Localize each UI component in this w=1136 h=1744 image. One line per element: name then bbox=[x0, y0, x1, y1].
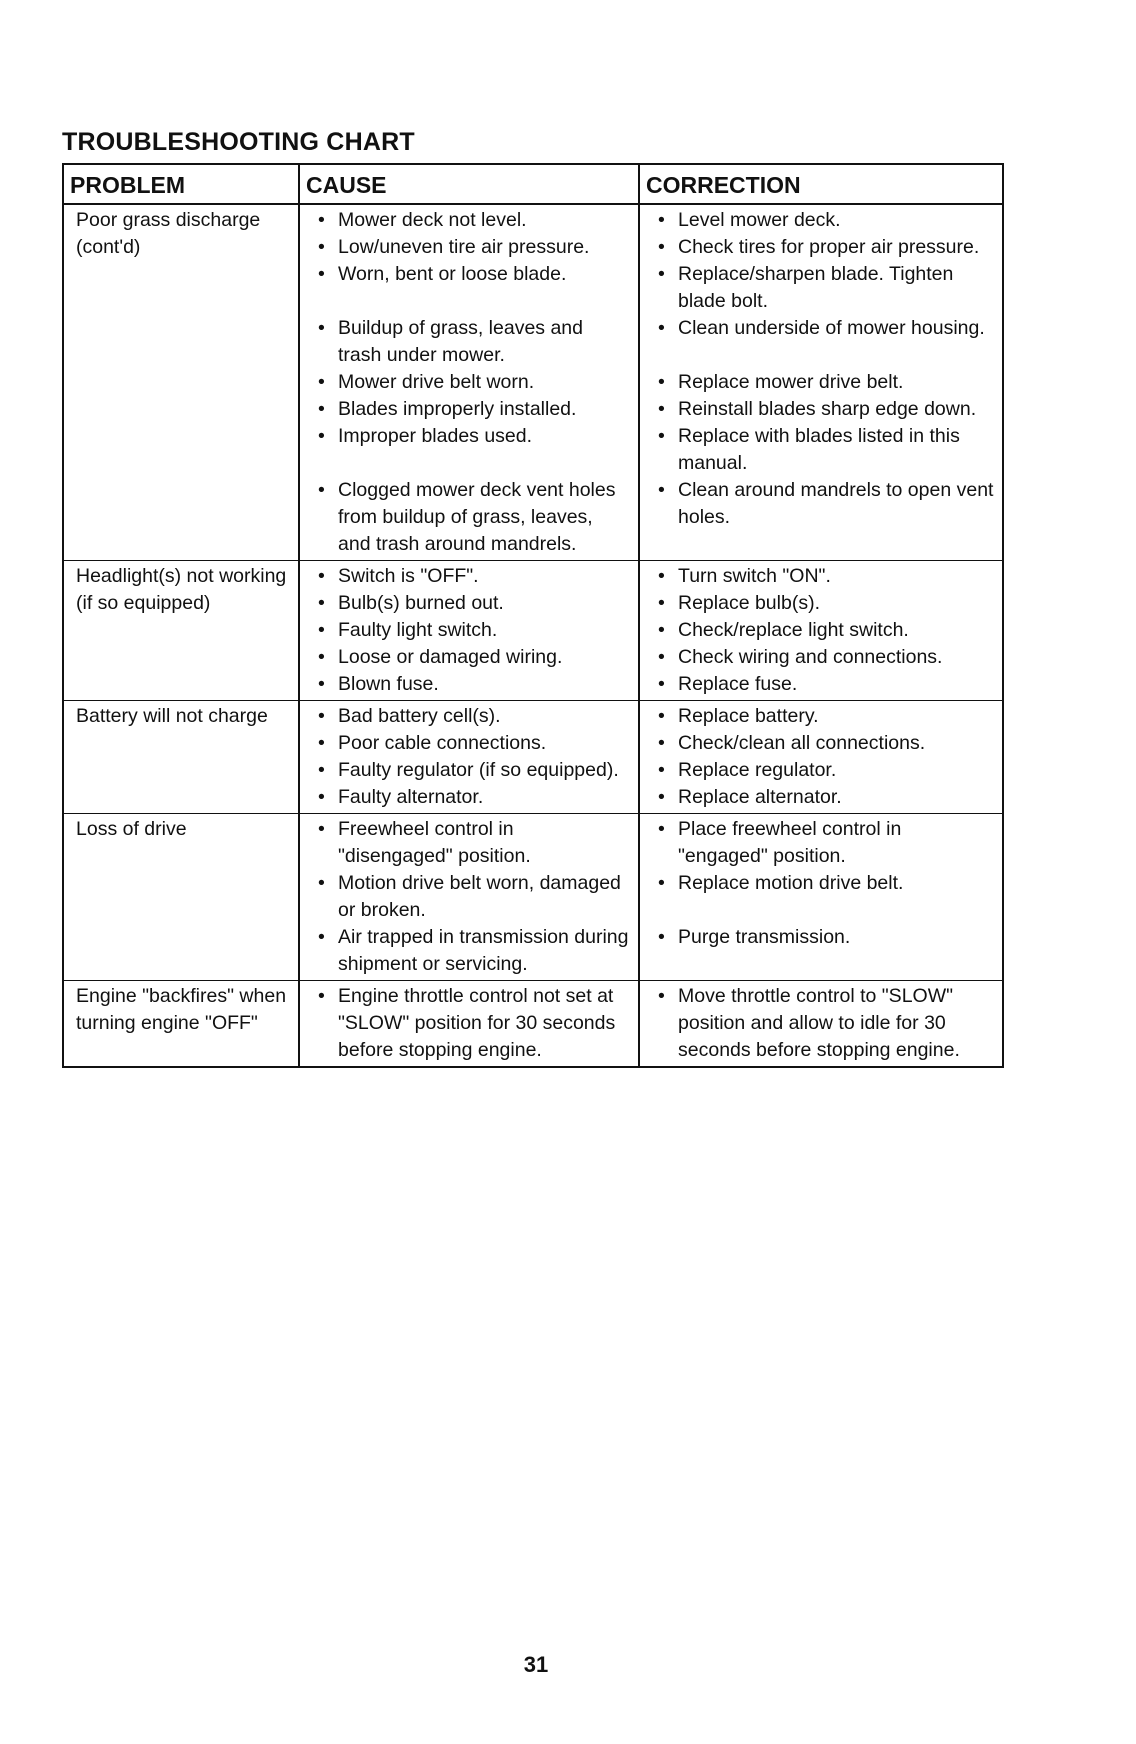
cause-item: • Poor cable connections. bbox=[308, 730, 630, 757]
correction-item: • Reinstall blades sharp edge down. bbox=[648, 396, 994, 423]
cause-item: • Clogged mower deck vent holes from buildup of grass, leaves, and trash around mandrels. bbox=[308, 477, 630, 558]
cause-item: • Engine throttle control not set at "SLOW" position for 30 seconds before stopping engine. bbox=[308, 983, 630, 1064]
correction-item: • Replace alternator. bbox=[648, 784, 994, 811]
correction-item: • Clean underside of mower housing. bbox=[648, 315, 994, 369]
cause-item: • Freewheel control in "disengaged" position. bbox=[308, 816, 630, 870]
correction-item: • Check tires for proper air pressure. bbox=[648, 234, 994, 261]
correction-item: • Clean around mandrels to open vent holes. bbox=[648, 477, 994, 558]
cause-item: • Worn, bent or loose blade. bbox=[308, 261, 630, 315]
correction-item: • Replace mower drive belt. bbox=[648, 369, 994, 396]
correction-cell bbox=[639, 204, 1003, 561]
cause-item: • Faulty light switch. bbox=[308, 617, 630, 644]
cause-item: • Buildup of grass, leaves and trash under mower. bbox=[308, 315, 630, 369]
cause-list bbox=[308, 703, 630, 811]
correction-cell bbox=[639, 814, 1003, 981]
correction-item: • Replace/sharpen blade. Tighten blade bolt. bbox=[648, 261, 994, 315]
cause-list bbox=[308, 563, 630, 698]
cause-cell bbox=[299, 981, 639, 1068]
correction-cell bbox=[639, 701, 1003, 814]
cause-item: • Bad battery cell(s). bbox=[308, 703, 630, 730]
cause-cell bbox=[299, 204, 639, 561]
cause-list bbox=[308, 983, 630, 1064]
correction-item: • Check/clean all connections. bbox=[648, 730, 994, 757]
correction-item: • Replace regulator. bbox=[648, 757, 994, 784]
correction-item: • Purge transmission. bbox=[648, 924, 994, 978]
cause-item: • Air trapped in transmission during shipment or servicing. bbox=[308, 924, 630, 978]
correction-item: • Level mower deck. bbox=[648, 207, 994, 234]
problem-cell: Loss of drive bbox=[63, 814, 299, 981]
cause-header: CAUSE bbox=[299, 164, 639, 204]
cause-item: • Improper blades used. bbox=[308, 423, 630, 477]
correction-item: • Check/replace light switch. bbox=[648, 617, 994, 644]
cause-item: • Mower drive belt worn. bbox=[308, 369, 630, 396]
table-row bbox=[63, 204, 1003, 561]
cause-item: • Mower deck not level. bbox=[308, 207, 630, 234]
cause-item: • Loose or damaged wiring. bbox=[308, 644, 630, 671]
correction-cell bbox=[639, 561, 1003, 701]
table-row bbox=[63, 981, 1003, 1068]
cause-item: • Faulty alternator. bbox=[308, 784, 630, 811]
cause-list bbox=[308, 816, 630, 978]
cause-list bbox=[308, 207, 630, 558]
correction-cell bbox=[639, 981, 1003, 1068]
table-row bbox=[63, 701, 1003, 814]
cause-item: • Bulb(s) burned out. bbox=[308, 590, 630, 617]
cause-item: • Faulty regulator (if so equipped). bbox=[308, 757, 630, 784]
correction-list bbox=[648, 703, 994, 811]
cause-item: • Low/uneven tire air pressure. bbox=[308, 234, 630, 261]
correction-header: CORRECTION bbox=[639, 164, 1003, 204]
cause-cell bbox=[299, 814, 639, 981]
header-row bbox=[63, 164, 1003, 204]
correction-item: • Check wiring and connections. bbox=[648, 644, 994, 671]
cause-item: • Blown fuse. bbox=[308, 671, 630, 698]
cause-item: • Switch is "OFF". bbox=[308, 563, 630, 590]
cause-item: • Motion drive belt worn, damaged or broken. bbox=[308, 870, 630, 924]
problem-cell: Battery will not charge bbox=[63, 701, 299, 814]
correction-list bbox=[648, 563, 994, 698]
correction-item: • Replace battery. bbox=[648, 703, 994, 730]
correction-list bbox=[648, 816, 994, 978]
correction-item: • Replace with blades listed in this manual. bbox=[648, 423, 994, 477]
correction-item: • Place freewheel control in "engaged" position. bbox=[648, 816, 994, 870]
correction-list bbox=[648, 207, 994, 558]
correction-item: • Turn switch "ON". bbox=[648, 563, 994, 590]
page-title: TROUBLESHOOTING CHART bbox=[62, 128, 415, 156]
table-row bbox=[63, 561, 1003, 701]
problem-cell: Headlight(s) not working (if so equipped) bbox=[63, 561, 299, 701]
correction-item: • Replace fuse. bbox=[648, 671, 994, 698]
problem-cell: Poor grass discharge (cont'd) bbox=[63, 204, 299, 561]
correction-item: • Replace motion drive belt. bbox=[648, 870, 994, 924]
page-number: 31 bbox=[523, 1652, 549, 1677]
correction-item: • Move throttle control to "SLOW" position and allow to idle for 30 seconds before stopping engine. bbox=[648, 983, 994, 1064]
correction-item: • Replace bulb(s). bbox=[648, 590, 994, 617]
table-row bbox=[63, 814, 1003, 981]
troubleshooting-table bbox=[62, 163, 1004, 1068]
problem-cell: Engine "backfires" when turning engine "OFF" bbox=[63, 981, 299, 1068]
cause-item: • Blades improperly installed. bbox=[308, 396, 630, 423]
correction-list bbox=[648, 983, 994, 1064]
table-body bbox=[63, 204, 1003, 1067]
cause-cell bbox=[299, 701, 639, 814]
cause-cell bbox=[299, 561, 639, 701]
problem-header: PROBLEM bbox=[63, 164, 299, 204]
